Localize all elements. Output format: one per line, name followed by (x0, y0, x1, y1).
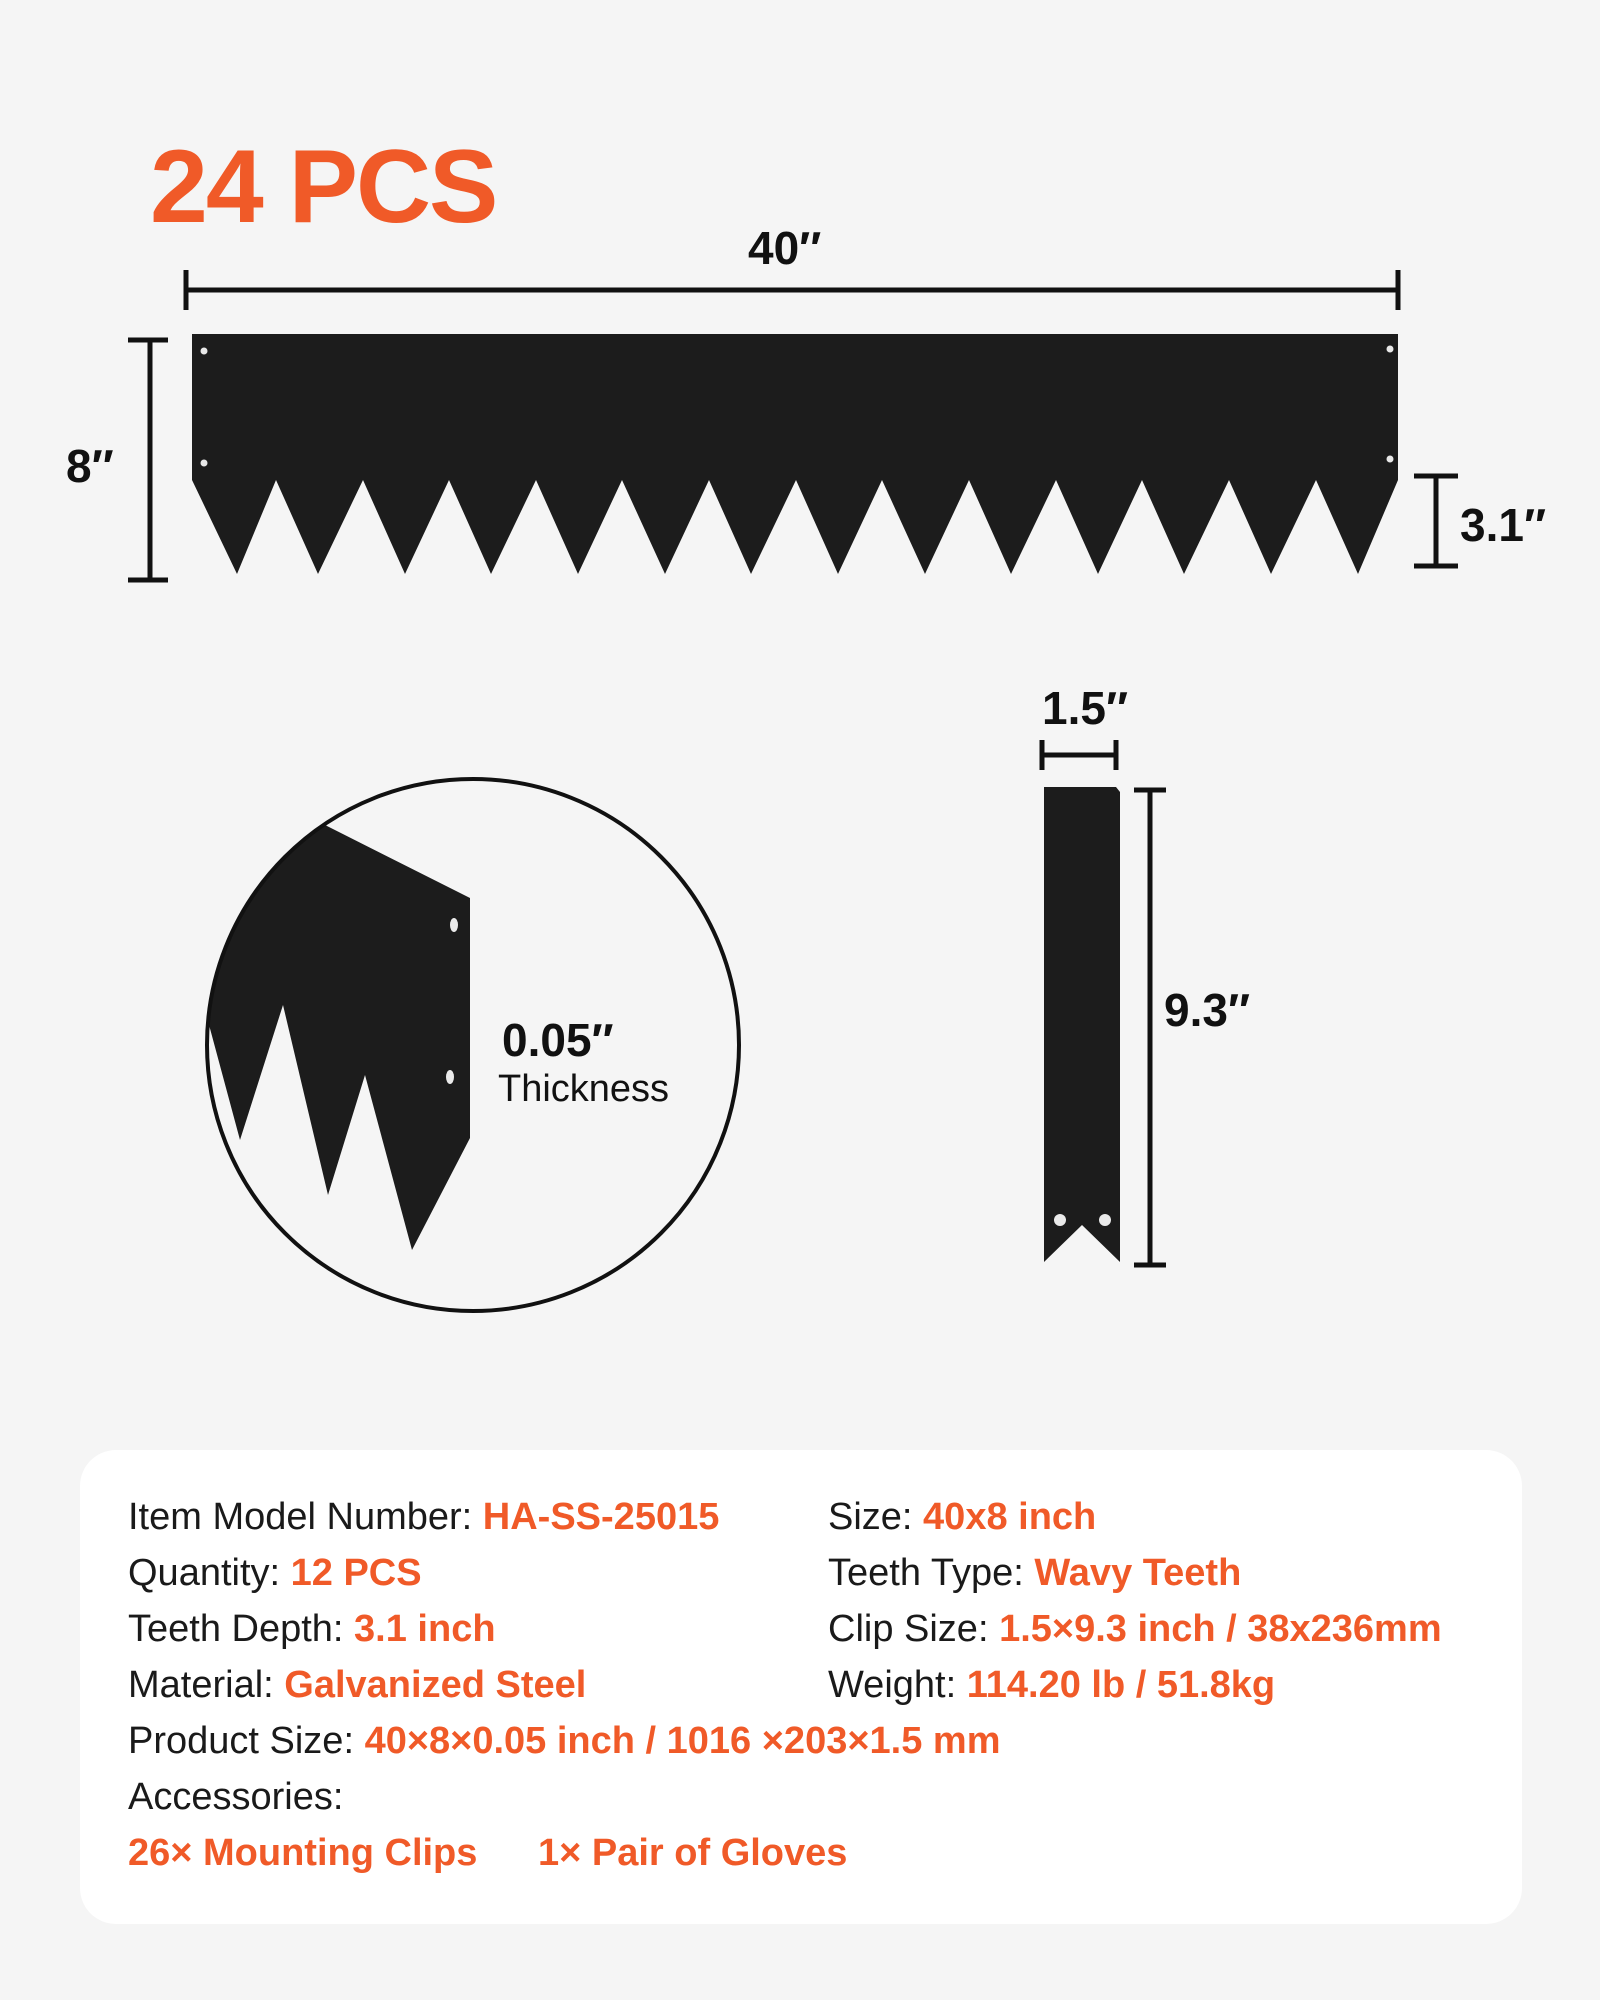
spec-weight-value: 114.20 lb / 51.8kg (966, 1664, 1276, 1706)
mounting-clip-shape (1044, 787, 1120, 1262)
spec-model (128, 1498, 719, 1536)
spec-material-value: Galvanized Steel (284, 1664, 587, 1706)
edging-strip-shape (192, 334, 1398, 574)
spec-teeth-depth-label: Teeth Depth: (128, 1608, 344, 1650)
spec-product-size-value: 40×8×0.05 inch / 1016 ×203×1.5 mm (364, 1720, 1001, 1762)
teeth-depth-dimension-line (1414, 476, 1458, 566)
spec-clip-size-value: 1.5×9.3 inch / 38x236mm (999, 1608, 1442, 1650)
spec-product-size (128, 1722, 1001, 1760)
spec-quantity-label: Quantity: (128, 1552, 281, 1594)
spec-size (828, 1498, 1096, 1536)
spec-teeth-type (828, 1554, 1241, 1592)
clip-length-dimension-line (1134, 790, 1166, 1265)
spec-teeth-type-label: Teeth Type: (828, 1552, 1024, 1594)
height-dimension-line (128, 340, 168, 580)
spec-clip-size-label: Clip Size: (828, 1608, 989, 1650)
spec-weight (828, 1666, 1275, 1704)
spec-card (80, 1450, 1522, 1924)
clip-width-label: 1.5′′ (1042, 682, 1129, 734)
accessory-1-value: 26× Mounting Clips (128, 1832, 478, 1874)
thickness-value: 0.05′′ (502, 1014, 614, 1066)
accessory-gloves (538, 1834, 847, 1872)
teeth-depth-label: 3.1′′ (1460, 499, 1547, 551)
spec-quantity-value: 12 PCS (290, 1552, 422, 1594)
height-label: 8′′ (66, 440, 114, 492)
clip-length-label: 9.3′′ (1164, 984, 1251, 1036)
thickness-label: Thickness (498, 1068, 670, 1110)
clip-width-dimension-line (1042, 740, 1116, 770)
length-label: 40′′ (748, 222, 822, 274)
spec-size-label: Size: (828, 1496, 913, 1538)
spec-teeth-type-value: Wavy Teeth (1034, 1552, 1242, 1594)
length-dimension-line (186, 270, 1398, 310)
spec-model-label: Item Model Number: (128, 1496, 473, 1538)
zoom-detail (150, 770, 470, 1250)
spec-accessories (128, 1778, 343, 1816)
spec-weight-label: Weight: (828, 1664, 957, 1706)
spec-clip-size (828, 1610, 1442, 1648)
headline-quantity: 24 PCS (150, 129, 497, 245)
spec-product-size-label: Product Size: (128, 1720, 354, 1762)
spec-teeth-depth (128, 1610, 496, 1648)
spec-teeth-depth-value: 3.1 inch (354, 1608, 496, 1650)
spec-size-value: 40x8 inch (923, 1496, 1097, 1538)
accessory-mounting-clips (128, 1834, 477, 1872)
spec-material (128, 1666, 586, 1704)
spec-accessories-label: Accessories: (128, 1776, 344, 1818)
spec-material-label: Material: (128, 1664, 274, 1706)
spec-model-value: HA-SS-25015 (482, 1496, 720, 1538)
accessory-2-value: 1× Pair of Gloves (538, 1832, 848, 1874)
spec-quantity (128, 1554, 422, 1592)
